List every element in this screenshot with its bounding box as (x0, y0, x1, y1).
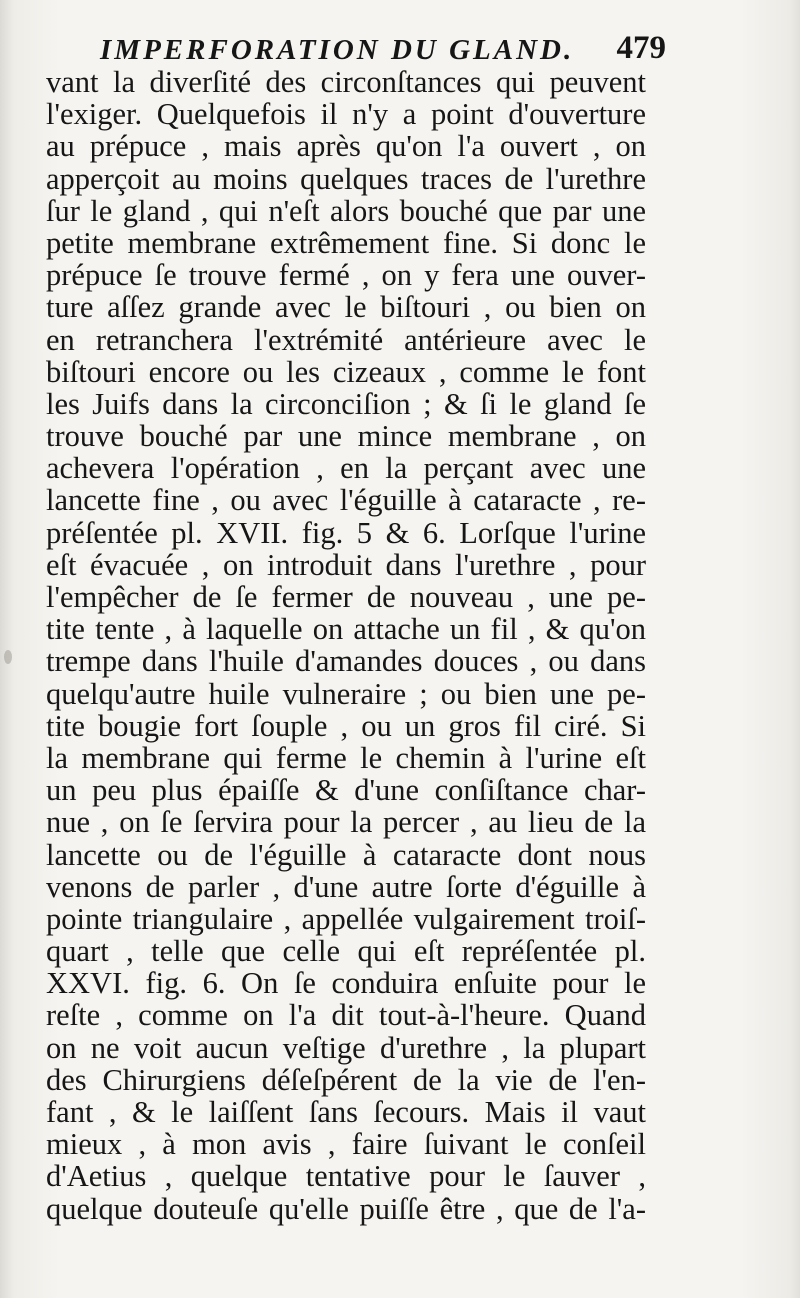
text-line: la membrane qui ferme le chemin à l'urine eſt (46, 740, 646, 775)
text-line: tite tente , à laquelle on attache un fil , & qu'on (46, 612, 646, 647)
text-line: pointe triangulaire , appellée vulgairement troiſ- (46, 901, 646, 936)
text-line: lancette ou de l'éguille à cataracte dont nous (46, 837, 646, 872)
text-line: l'exiger. Quelquefois il n'y a point d'ouverture (46, 97, 646, 132)
text-line: quelqu'autre huile vulneraire ; ou bien une pe- (46, 676, 646, 711)
running-title: IMPERFORATION DU GLAND. (100, 34, 575, 66)
text-line: trempe dans l'huile d'amandes douces , ou dans (46, 644, 646, 679)
text-line: reſte , comme on l'a dit tout-à-l'heure. Quand (46, 998, 646, 1033)
text-line: petite membrane extrêmement fine. Si donc le (46, 225, 646, 260)
text-line: un peu plus épaiſſe & d'une conſiſtance char- (46, 773, 646, 808)
text-line: on ne voit aucun veſtige d'urethre , la plupart (46, 1030, 646, 1065)
text-line: préſentée pl. XVII. fig. 5 & 6. Lorſque l'urine (46, 515, 646, 550)
text-line: mieux , à mon avis , faire ſuivant le conſeil (46, 1127, 646, 1162)
text-line: fant , & le laiſſent ſans ſecours. Mais il vaut (46, 1095, 646, 1129)
text-line: venons de parler , d'une autre ſorte d'éguille à (46, 869, 646, 904)
text-line: en retranchera l'extrémité antérieure avec le (46, 322, 646, 357)
text-line: d'Aetius , quelque tentative pour le ſauver , (46, 1159, 646, 1194)
text-line: XXVI. fig. 6. On ſe conduira enſuite pour le (46, 966, 646, 1001)
text-line: quelque douteuſe qu'elle puiſſe être , que de l'a- (46, 1191, 646, 1226)
page-number: 479 (616, 30, 666, 66)
text-line: apperçoit au moins quelques traces de l'urethre (46, 161, 646, 196)
text-line: des Chirurgiens déſeſpérent de la vie de l'en- (46, 1062, 646, 1097)
text-line: au prépuce , mais après qu'on l'a ouvert , on (46, 129, 646, 164)
text-line: prépuce ſe trouve fermé , on y fera une ouver- (46, 258, 646, 293)
text-line: nue , on ſe ſervira pour la percer , au lieu de la (46, 805, 646, 840)
text-line: biſtouri encore ou les cizeaux , comme le font (46, 354, 646, 389)
text-line: trouve bouché par une mince membrane , on (46, 419, 646, 454)
text-line: achevera l'opération , en la perçant avec une (46, 451, 646, 486)
body-text (46, 66, 646, 1225)
text-line: vant la diverſité des circonſtances qui peuvent (46, 65, 646, 99)
text-line: eſt évacuée , on introduit dans l'urethre , pour (46, 547, 646, 582)
text-line: l'empêcher de ſe fermer de nouveau , une pe- (46, 580, 646, 614)
text-line: tite bougie fort ſouple , ou un gros fil ciré. Si (46, 708, 646, 743)
text-line: ture aſſez grande avec le biſtouri , ou bien on (46, 290, 646, 325)
page-header (100, 28, 666, 68)
text-line: les Juifs dans la circonciſion ; & ſi le gland ſe (46, 386, 646, 421)
text-line: ſur le gland , qui n'eſt alors bouché que par une (46, 193, 646, 228)
text-line: lancette fine , ou avec l'éguille à cataracte , re- (46, 483, 646, 518)
paper-stain (4, 650, 12, 664)
text-line: quart , telle que celle qui eſt repréſentée pl. (46, 934, 646, 969)
